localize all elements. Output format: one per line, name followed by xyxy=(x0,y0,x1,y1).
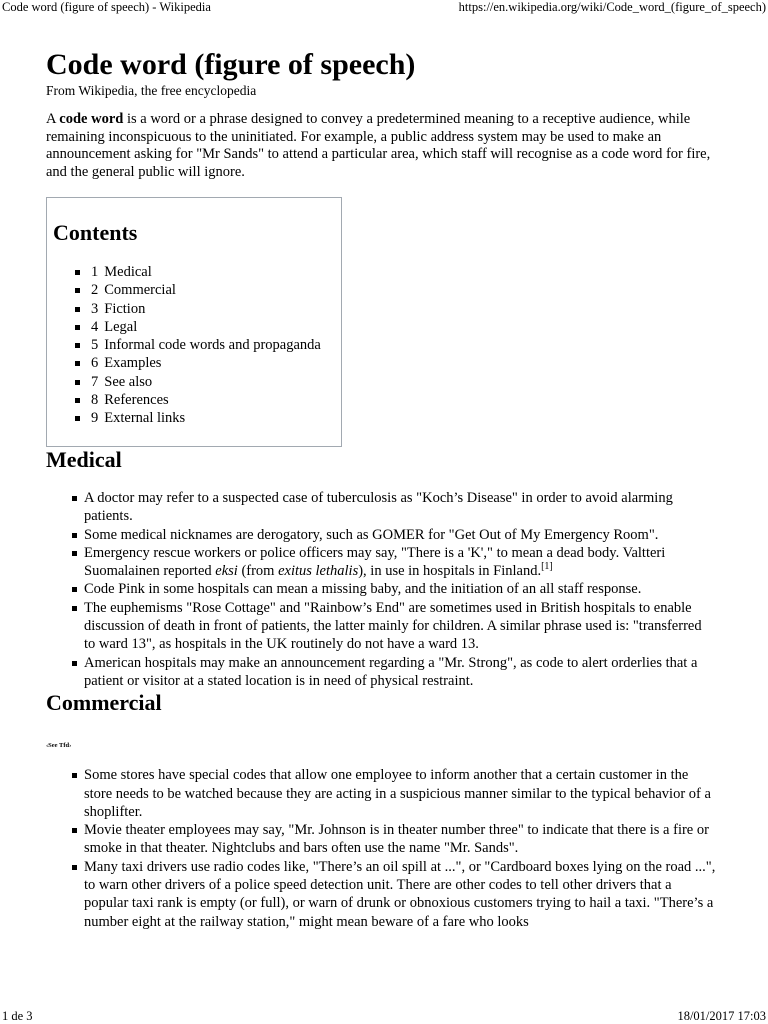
italic-term: eksi xyxy=(215,563,238,580)
toc-item-label[interactable]: Medical xyxy=(104,264,152,280)
list-item: Code Pink in some hospitals can mean a missing baby, and the initiation of an all staff response. xyxy=(72,580,716,598)
print-footer-page: 1 de 3 xyxy=(2,1009,33,1023)
print-header-url: https://en.wikipedia.org/wiki/Code_word_(figure_of_speech) xyxy=(458,0,766,14)
toc-item[interactable] xyxy=(75,409,335,427)
print-header-title: Code word (figure of speech) - Wikipedia xyxy=(2,0,211,14)
page-subtitle: From Wikipedia, the free encyclopedia xyxy=(46,83,257,98)
toc-item-number: 2 xyxy=(91,282,99,299)
section-heading-commercial: Commercial xyxy=(46,690,162,716)
toc-item[interactable] xyxy=(75,300,335,318)
section-heading-medical: Medical xyxy=(46,447,122,472)
toc-item-label[interactable]: Legal xyxy=(104,318,138,335)
list-item xyxy=(72,544,716,581)
reference-link[interactable]: [1] xyxy=(541,561,553,573)
article-body xyxy=(46,46,716,931)
commercial-list xyxy=(46,766,716,931)
toc-item-label[interactable]: External links xyxy=(104,410,186,427)
medical-list xyxy=(46,489,716,690)
lead-paragraph xyxy=(46,111,716,181)
list-item: Many taxi drivers use radio codes like, "There’s an oil spill at ...", or "Cardboard boxes lying on the road ...", to warn other drivers of a police speed detection unit. There are other codes to tell other drivers that a popular taxi rank is empty (or full), or warn of drunk or obnoxious customers trying to hail a taxi. "There’s a number eight at the railway station," might mean beware of a fare who looks xyxy=(72,858,716,931)
toc-item-label[interactable]: See also xyxy=(104,373,153,390)
toc-item-number: 1 xyxy=(91,264,99,280)
list-item-text: (from xyxy=(237,563,279,580)
page-title: Code word (figure of speech) xyxy=(46,48,416,81)
toc-item-number: 8 xyxy=(91,392,99,409)
toc-item-label[interactable]: Fiction xyxy=(104,300,146,317)
toc-title: Contents xyxy=(53,220,138,245)
toc-item-label[interactable]: References xyxy=(104,392,169,409)
list-item: A doctor may refer to a suspected case of tuberculosis as "Koch’s Disease" in order to avoid alarming patients. xyxy=(72,489,716,526)
toc-item-number: 7 xyxy=(91,373,99,390)
toc-item-label[interactable]: Informal code words and propaganda xyxy=(104,337,321,354)
lead-text-rest: is a word or a phrase designed to convey a predetermined meaning to a receptive audience, while remaining inconspicuous to the uninitiated. For example, a public address system may be used to make an announcement asking for "Mr Sands" to attend a particular area, which staff will recognise as a code word for fire, and the general public will ignore. xyxy=(46,111,711,180)
toc-item-label[interactable]: Commercial xyxy=(104,282,176,299)
italic-term: exitus lethalis xyxy=(278,563,359,580)
lead-bold-term: code word xyxy=(59,111,124,127)
list-item: Movie theater employees may say, "Mr. Johnson is in theater number three" to indicate that there is a fire or smoke in that theater. Nightclubs and bars often use the name "Mr. Sands". xyxy=(72,821,716,858)
toc-item-number: 4 xyxy=(91,318,99,335)
toc-item[interactable] xyxy=(75,336,335,354)
toc-list xyxy=(53,263,335,428)
toc-item[interactable] xyxy=(75,354,335,372)
print-footer-date: 18/01/2017 17:03 xyxy=(677,1009,766,1023)
toc-item-label[interactable]: Examples xyxy=(104,355,162,372)
toc-item-number: 6 xyxy=(91,355,99,372)
list-item-text: Emergency rescue workers or police officers may say, "There is a 'K'," to mean a dead body. Valtteri Suomalainen reported xyxy=(84,544,666,580)
toc-item-number: 9 xyxy=(91,410,99,427)
list-item: Some medical nicknames are derogatory, such as GOMER for "Get Out of My Emergency Room". xyxy=(72,526,716,544)
list-item: Some stores have special codes that allow one employee to inform another that a certain customer in the store needs to be watched because they are acting in a suspicious manner similar to the typical behavior of a shoplifter. xyxy=(72,766,716,821)
lead-text-start: A xyxy=(46,111,60,127)
tfd-notice[interactable]: ‹See Tfd› xyxy=(46,742,72,750)
toc-item-number: 3 xyxy=(91,300,99,317)
toc-item[interactable] xyxy=(75,281,335,299)
toc-item[interactable] xyxy=(75,263,335,281)
list-item: The euphemisms "Rose Cottage" and "Rainbow’s End" are sometimes used in British hospitals to enable discussion of death in front of patients, the latter mainly for children. A similar phrase used is: "transferred to ward 13", as hospitals in the UK routinely do not have a ward 13. xyxy=(72,599,716,654)
toc-item[interactable] xyxy=(75,391,335,409)
toc-item[interactable] xyxy=(75,373,335,391)
toc-item[interactable] xyxy=(75,318,335,336)
table-of-contents xyxy=(46,197,342,447)
toc-item-number: 5 xyxy=(91,337,99,354)
list-item-text: ), in use in hospitals in Finland. xyxy=(358,563,542,580)
list-item: American hospitals may make an announcement regarding a "Mr. Strong", as code to alert orderlies that a patient or visitor at a stated location is in need of physical restraint. xyxy=(72,654,716,691)
